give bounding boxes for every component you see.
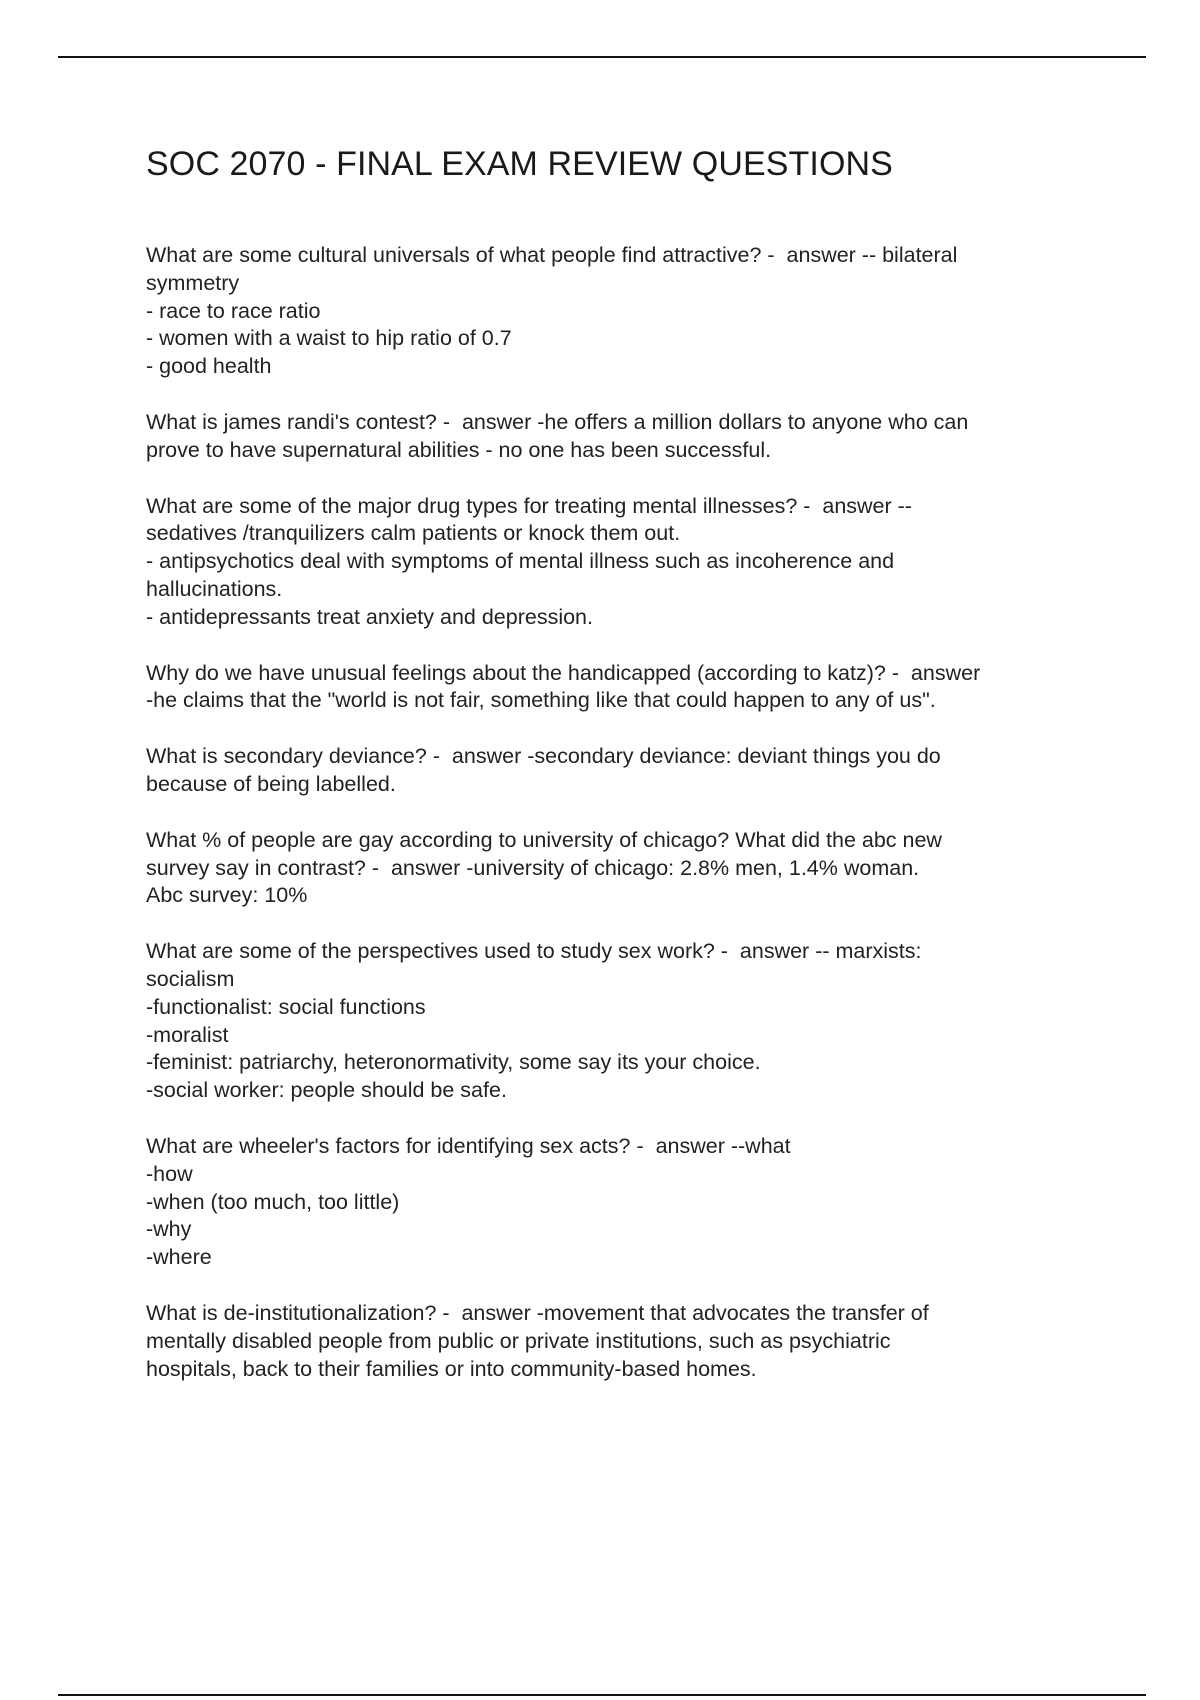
text-line: -where bbox=[146, 1245, 212, 1270]
text-line: -how bbox=[146, 1161, 193, 1186]
qa-item-6 bbox=[146, 827, 1096, 910]
text-line: What is james randi's contest? - answer -he offers a million dollars to anyone who can bbox=[146, 409, 969, 434]
text-line: hospitals, back to their families or into community-based homes. bbox=[146, 1356, 757, 1381]
text-line: - antipsychotics deal with symptoms of mental illness such as incoherence and bbox=[146, 549, 895, 574]
text-line: -when (too much, too little) bbox=[146, 1189, 400, 1214]
text-line: mentally disabled people from public or private institutions, such as psychiatric bbox=[146, 1328, 891, 1353]
text-line: - women with a waist to hip ratio of 0.7 bbox=[146, 326, 512, 351]
text-line: What is secondary deviance? - answer -secondary deviance: deviant things you do bbox=[146, 744, 941, 769]
page-title: SOC 2070 - FINAL EXAM REVIEW QUESTIONS bbox=[146, 145, 893, 183]
text-line: -feminist: patriarchy, heteronormativity, some say its your choice. bbox=[146, 1050, 761, 1075]
text-line: What are some of the perspectives used to study sex work? - answer -- marxists: bbox=[146, 939, 922, 964]
qa-item-9 bbox=[146, 1300, 1096, 1383]
text-line: -moralist bbox=[146, 1022, 229, 1047]
text-line: What are some cultural universals of what people find attractive? - answer -- bilateral bbox=[146, 243, 958, 267]
qa-item-1 bbox=[146, 242, 1096, 381]
text-line: What are wheeler's factors for identifying sex acts? - answer --what bbox=[146, 1133, 791, 1158]
text-line: survey say in contrast? - answer -university of chicago: 2.8% men, 1.4% woman. bbox=[146, 855, 920, 880]
qa-item-5 bbox=[146, 743, 1096, 799]
text-line: - antidepressants treat anxiety and depression. bbox=[146, 604, 593, 629]
text-line: prove to have supernatural abilities - no one has been successful. bbox=[146, 437, 772, 462]
text-line: -why bbox=[146, 1217, 192, 1242]
text-line: hallucinations. bbox=[146, 576, 283, 601]
bottom-rule bbox=[58, 1694, 1146, 1696]
qa-item-2 bbox=[146, 409, 1096, 465]
text-line: -he claims that the "world is not fair, something like that could happen to any of us". bbox=[146, 688, 936, 713]
text-line: What are some of the major drug types for treating mental illnesses? - answer -- bbox=[146, 493, 912, 518]
qa-item-8 bbox=[146, 1133, 1096, 1272]
text-line: Why do we have unusual feelings about the handicapped (according to katz)? - answer bbox=[146, 660, 981, 685]
top-rule bbox=[58, 56, 1146, 58]
qa-item-7 bbox=[146, 938, 1096, 1105]
text-line: What % of people are gay according to university of chicago? What did the abc new bbox=[146, 827, 942, 852]
qa-item-3 bbox=[146, 493, 1096, 632]
text-line: What is de-institutionalization? - answer -movement that advocates the transfer of bbox=[146, 1300, 929, 1325]
text-line: - race to race ratio bbox=[146, 298, 321, 323]
qa-item-4 bbox=[146, 660, 1096, 716]
text-line: socialism bbox=[146, 966, 235, 991]
text-line: -social worker: people should be safe. bbox=[146, 1078, 507, 1103]
text-line: - good health bbox=[146, 354, 272, 379]
text-line: symmetry bbox=[146, 270, 240, 295]
text-line: because of being labelled. bbox=[146, 771, 396, 796]
text-line: Abc survey: 10% bbox=[146, 883, 308, 908]
text-line: -functionalist: social functions bbox=[146, 994, 426, 1019]
text-line: sedatives /tranquilizers calm patients or knock them out. bbox=[146, 521, 681, 546]
qa-list bbox=[146, 242, 1096, 1411]
